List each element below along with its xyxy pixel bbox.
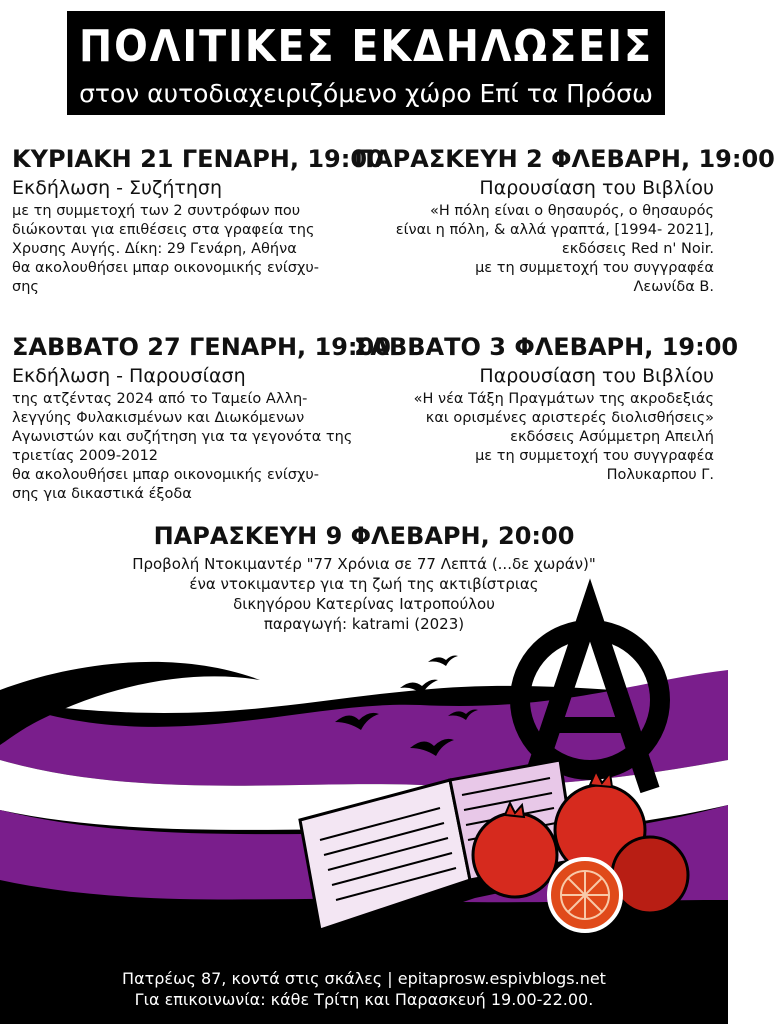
header-banner xyxy=(67,11,665,115)
footer-contact: Για επικοινωνία: κάθε Τρίτη και Παρασκευή 19.00-22.00. xyxy=(134,990,594,1009)
event-saturday-3 xyxy=(354,333,739,485)
orange-slice-icon xyxy=(549,859,621,931)
event-line: είναι η πόλη, & αλλά γραπτά, [1994- 2021], xyxy=(395,222,714,238)
event-line: Λεωνίδα Β. xyxy=(633,279,714,295)
event-line: ένα ντοκιμαντερ για τη ζωή της ακτιβίστριας xyxy=(189,575,539,593)
event-type: Παρουσίαση του Βιβλίου xyxy=(479,177,714,199)
event-type: Παρουσίαση του Βιβλίου xyxy=(479,365,714,387)
event-date: ΠΑΡΑΣΚΕΥΗ 9 ΦΛΕΒΑΡΗ, 20:00 xyxy=(153,522,575,550)
event-date: ΣΑΒΒΑΤΟ 27 ΓΕΝΑΡΗ, 19:00 xyxy=(12,333,391,361)
event-line: Χρυσης Αυγής. Δίκη: 29 Γενάρη, Αθήνα xyxy=(12,241,297,257)
event-line: «Η νέα Τάξη Πραγμάτων της ακροδεξιάς xyxy=(413,391,714,407)
event-line: Προβολή Ντοκιμαντέρ "77 Χρόνια σε 77 Λεπτά (...δε χωράν)" xyxy=(132,555,596,573)
event-line: της ατζέντας 2024 από το Ταμείο Αλλη- xyxy=(12,391,308,407)
event-line: και ορισμένες αριστερές διολισθήσεις» xyxy=(425,410,714,426)
footer xyxy=(0,968,728,1010)
event-line: τριετίας 2009-2012 xyxy=(12,448,159,464)
event-line: διώκονται για επιθέσεις στα γραφεία της xyxy=(12,222,315,238)
event-date: ΠΑΡΑΣΚΕΥΗ 2 ΦΛΕΒΑΡΗ, 19:00 xyxy=(354,145,775,173)
event-date: ΣΑΒΒΑΤΟ 3 ΦΛΕΒΑΡΗ, 19:00 xyxy=(354,333,739,361)
event-description xyxy=(354,202,714,297)
event-sunday-21 xyxy=(12,145,384,297)
event-line: Πολυκαρπου Γ. xyxy=(606,467,714,483)
event-line: θα ακολουθήσει μπαρ οικονομικής ενίσχυ- xyxy=(12,260,319,276)
event-type: Εκδήλωση - Παρουσίαση xyxy=(12,365,246,387)
footer-address: Πατρέως 87, κοντά στις σκάλες | epitaprosw.espivblogs.net xyxy=(122,969,606,988)
event-line: με τη συμμετοχή του συγγραφέα xyxy=(475,448,714,464)
event-description xyxy=(354,390,714,485)
event-line: παραγωγή: katrami (2023) xyxy=(263,615,465,633)
event-line: δικηγόρου Κατερίνας Ιατροπούλου xyxy=(233,595,495,613)
event-line: Αγωνιστών και συζήτηση για τα γεγονότα της xyxy=(12,429,353,445)
event-description xyxy=(12,390,372,504)
event-friday-2 xyxy=(354,145,775,297)
event-line: εκδόσεις Ασύμμετρη Απειλή xyxy=(510,429,714,445)
event-type: Εκδήλωση - Συζήτηση xyxy=(12,177,222,199)
event-saturday-27 xyxy=(12,333,391,504)
event-line: «Η πόλη είναι ο θησαυρός, ο θησαυρός xyxy=(429,203,714,219)
event-line: με τη συμμετοχή του συγγραφέα xyxy=(475,260,714,276)
poster-subtitle: στον αυτοδιαχειριζόμενο χώρο Επί τα Πρόσω xyxy=(79,79,653,108)
event-description xyxy=(100,554,628,634)
event-line: σης για δικαστικά έξοδα xyxy=(12,486,192,502)
event-friday-9 xyxy=(100,522,628,634)
event-line: με τη συμμετοχή των 2 συντρόφων που xyxy=(12,203,301,219)
poster-title: ΠΟΛΙΤΙΚΕΣ ΕΚΔΗΛΩΣΕΙΣ xyxy=(78,21,654,72)
poster-artwork xyxy=(0,640,728,1024)
event-description xyxy=(12,202,352,297)
event-line: λεγγύης Φυλακισμένων και Διωκόμενων xyxy=(12,410,305,426)
event-line: σης xyxy=(12,279,39,295)
event-date: ΚΥΡΙΑΚΗ 21 ΓΕΝΑΡΗ, 19:00 xyxy=(12,145,384,173)
event-line: εκδόσεις Red n' Noir. xyxy=(561,241,714,257)
event-line: θα ακολουθήσει μπαρ οικονομικής ενίσχυ- xyxy=(12,467,319,483)
